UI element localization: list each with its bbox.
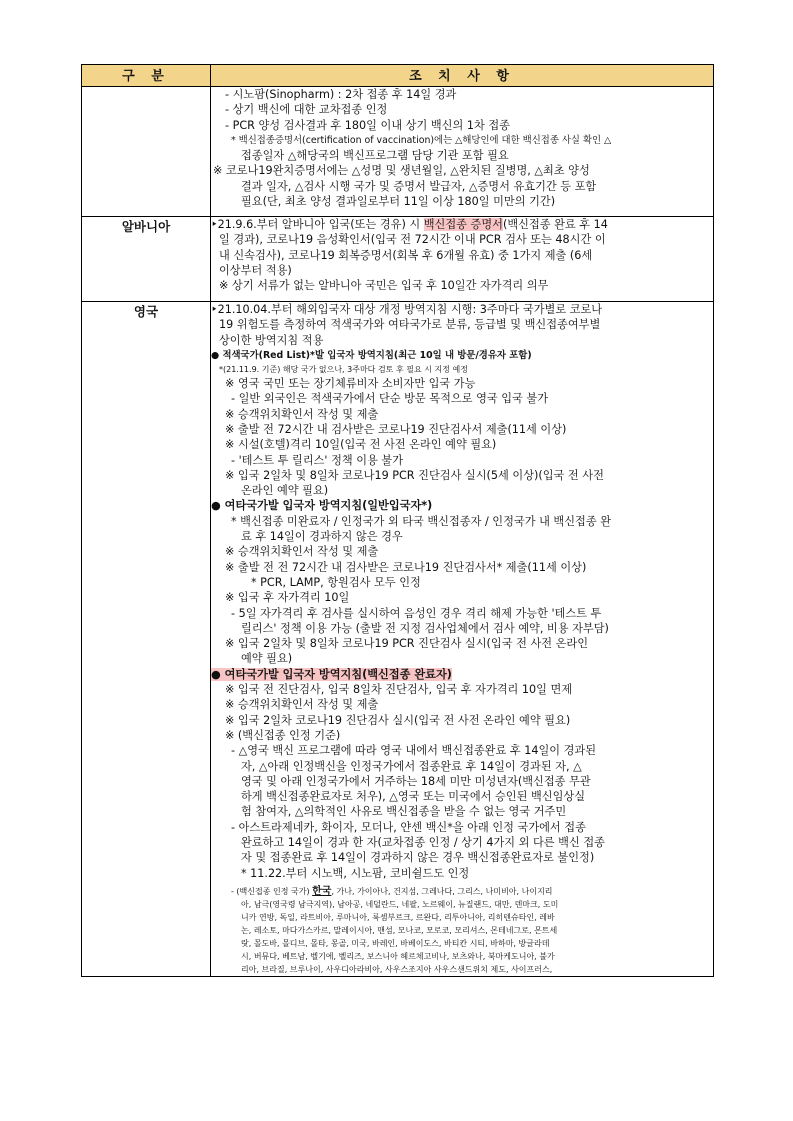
text-segment: , 가나, 가이아나, 건지섬, 그레나다, 그리스, 나미비아, 나이지리 [331, 886, 553, 896]
text-line: * 11.22.부터 시노백, 시노팜, 코비쉴드도 인정 [241, 866, 470, 880]
measures-cell-continued [211, 87, 714, 217]
measures-cell-uk [211, 302, 714, 977]
text-line: 자, △아래 인정백신을 인정국가에서 접종완료 후 14일이 경과된 자, △ [241, 759, 582, 773]
text-line: 온라인 예약 필요) [241, 484, 329, 498]
text-line: 결과 일자, △검사 시행 국가 및 증명서 발급자, △증명서 유효기간 등 포함 [241, 179, 597, 193]
text-line: - 일반 외국인은 적색국가에서 단순 방문 목적으로 영국 입국 불가 [231, 392, 549, 406]
table-header-row [82, 65, 714, 87]
text-line [211, 885, 713, 898]
text-line: - PCR 양성 검사결과 후 180일 이내 상기 백신의 1차 접종 [225, 118, 510, 132]
text-line: ※ 코로나19완치증명서에는 △성명 및 생년월일, △완치된 질병명, △최초 양성 [213, 164, 590, 178]
text-line: ※ 승객위치확인서 작성 및 제출 [225, 407, 379, 421]
text-line: ※ 승객위치확인서 작성 및 제출 [225, 698, 379, 712]
text-line: 이상부터 적용) [219, 263, 292, 277]
text-line: - 상기 백신에 대한 교차접종 인정 [225, 103, 388, 117]
country-name: 알바니아 [82, 217, 211, 302]
header-category: 구 분 [82, 65, 211, 87]
text-segment: - (백신접종 인정 국가) [231, 886, 313, 896]
row-uk [82, 302, 714, 977]
text-line: 하게 백신접종완료자로 처우), △영국 또는 미국에서 승인된 백신임상실 [241, 790, 586, 804]
text-line [211, 217, 713, 232]
text-line: 예약 필요) [241, 652, 293, 666]
text-line: 접종일자 △해당국의 백신프로그램 담당 기관 포함 필요 [241, 149, 509, 163]
row-albania [82, 217, 714, 302]
text-line: ※ 영국 국민 또는 장기체류비자 소비자만 입국 가능 [225, 377, 476, 391]
text-line: ※ (백신접종 인정 기준) [225, 728, 341, 742]
text-line: * 백신접종증명서(certification of vaccination)에는 △해당인에 대한 백신접종 사실 확인 △ [231, 134, 612, 146]
text-line: ※ 출발 전 전 72시간 내 검사받은 코로나19 진단검사서* 제출(11세 이상) [225, 560, 587, 574]
text-line: - 5일 자가격리 후 검사를 실시하여 음성인 경우 격리 해제 가능한 '테스트 투 [231, 606, 602, 620]
text-line: 험 참여자, △의학적인 사유로 백신접종을 받을 수 없는 영국 거주민 [241, 805, 567, 819]
text-segment: ‣21.9.6.부터 알바니아 입국(또는 경유) 시 [211, 218, 424, 231]
text-line: 논, 레소토, 마다가스카르, 말레이시아, 맨섬, 모나코, 모로코, 모리셔스, 몬테네그로, 몬트세 [241, 925, 558, 935]
text-line: ※ 승객위치확인서 작성 및 제출 [225, 545, 379, 559]
text-line: - △영국 백신 프로그램에 따라 영국 내에서 백신접종완료 후 14일이 경과된 [231, 744, 597, 758]
highlight-text: ● 여타국가발 입국자 방역지침(백신접종 완료자) [211, 667, 452, 681]
text-line: 영국 및 아래 인정국가에서 거주하는 18세 미만 미성년자(백신접종 무관 [241, 774, 591, 788]
text-line: ※ 상기 서류가 없는 알바니아 국민은 입국 후 10일간 자가격리 의무 [219, 279, 549, 293]
text-line: 내 신속검사), 코로나19 회복증명서(회복 후 6개월 유효) 중 1가지 제출 (6세 [219, 248, 593, 262]
row-continued [82, 87, 714, 217]
text-line: 랏, 몰도바, 몰디브, 몰타, 몽골, 미국, 바레인, 바베이도스, 바티칸 시티, 바하마, 방글라데 [241, 938, 550, 948]
text-line: ※ 입국 2일차 코로나19 진단검사 실시(입국 전 사전 온라인 예약 필요) [225, 713, 571, 727]
text-line: 일 경과), 코로나19 음성확인서(입국 전 72시간 이내 PCR 검사 또는 48시간 이 [219, 233, 606, 247]
text-line: 니카 연방, 독일, 라트비아, 루마니아, 룩셈부르크, 르완다, 리투아니아, 리히텐슈타인, 레바 [241, 912, 555, 922]
text-line: ※ 입국 2일차 및 8일차 코로나19 PCR 진단검사 실시(5세 이상)(입국 전 사전 [225, 468, 604, 482]
measures-cell-albania [211, 217, 714, 302]
text-line: ※ 입국 2일차 및 8일차 코로나19 PCR 진단검사 실시(입국 전 사전 온라인 [225, 637, 589, 651]
text-line: - 아스트라제네카, 화이자, 모더나, 얀센 백신*을 아래 인정 국가에서 접종 [231, 820, 586, 834]
text-line: 19 위험도를 측정하여 적색국가와 여타국가로 분류, 등급별 및 백신접종여부별 [219, 318, 601, 332]
text-line: ※ 입국 전 진단검사, 입국 8일차 진단검사, 입국 후 자가격리 10일 면제 [225, 683, 573, 697]
text-line: 자 및 접종완료 후 14일이 경과하지 않은 경우 백신접종완료자로 불인정) [241, 851, 595, 865]
text-line: 료 후 14일이 경과하지 않은 경우 [241, 530, 403, 544]
text-line: ‣21.10.04.부터 해외입국자 대상 개정 방역지침 시행: 3주마다 국가별로 코로나 [211, 303, 603, 316]
text-line: 필요(단, 최초 양성 결과일로부터 11일 이상 180일 미만의 기간) [241, 194, 556, 208]
header-measures: 조 치 사 항 [211, 65, 714, 87]
section-title-general: ● 여타국가발 입국자 방역지침(일반입국자*) [211, 499, 433, 513]
text-line: - 시노팜(Sinopharm) : 2차 접종 후 14일 경과 [225, 88, 457, 101]
text-line: * PCR, LAMP, 항원검사 모두 인정 [251, 575, 421, 589]
text-line: ※ 입국 후 자가격리 10일 [225, 591, 350, 605]
highlight-text: 한국 [312, 885, 332, 897]
text-line: 아, 남극(영국령 남극지역), 남아공, 네덜란드, 네팔, 노르웨이, 뉴질랜드, 대만, 덴마크, 도미 [241, 899, 559, 909]
text-line: ※ 시설(호텔)격리 10일(입국 전 사전 온라인 예약 필요) [225, 438, 497, 452]
text-line: 리아, 브라질, 브루나이, 사우디아라비아, 사우스조지아 사우스샌드위치 제도, 사이프러스, [241, 964, 553, 974]
text-line: 시, 버뮤다, 베트남, 벨기에, 벨리즈, 보스니아 헤르체고비나, 보츠와나, 북마케도니아, 불가 [241, 951, 555, 961]
text-line: 완료하고 14일이 경과 한 자(교차접종 인정 / 상기 4가지 외 다른 백신 접종 [241, 836, 605, 849]
country-cell-empty [82, 87, 211, 217]
text-line: ※ 출발 전 72시간 내 검사받은 코로나19 진단검사서 제출(11세 이상) [225, 422, 567, 436]
country-name: 영국 [82, 302, 211, 977]
measures-table [81, 64, 714, 977]
highlight-text: 백신접종 증명서 [423, 218, 503, 231]
text-line: 릴리스' 정책 이용 가능 (출발 전 지정 검사업체에서 검사 예약, 비용 자부담) [241, 621, 609, 635]
section-title-red-list: ● 적색국가(Red List)*발 입국자 방역지침(최근 10일 내 방문/경유자 포함) [211, 349, 532, 361]
text-line: - '테스트 투 릴리스' 정책 이용 불가 [231, 453, 404, 467]
text-segment: (백신접종 완료 후 14 [502, 218, 608, 231]
text-line: 상이한 방역지침 적용 [219, 333, 324, 347]
text-line: *(21.11.9. 기준) 해당 국가 없으나, 3주마다 검토 후 필요 시 지정 예정 [219, 365, 468, 375]
text-line: * 백신접종 미완료자 / 인정국가 외 타국 백신접종자 / 인정국가 내 백신접종 완 [231, 514, 612, 528]
section-title-vaccinated [211, 667, 713, 682]
